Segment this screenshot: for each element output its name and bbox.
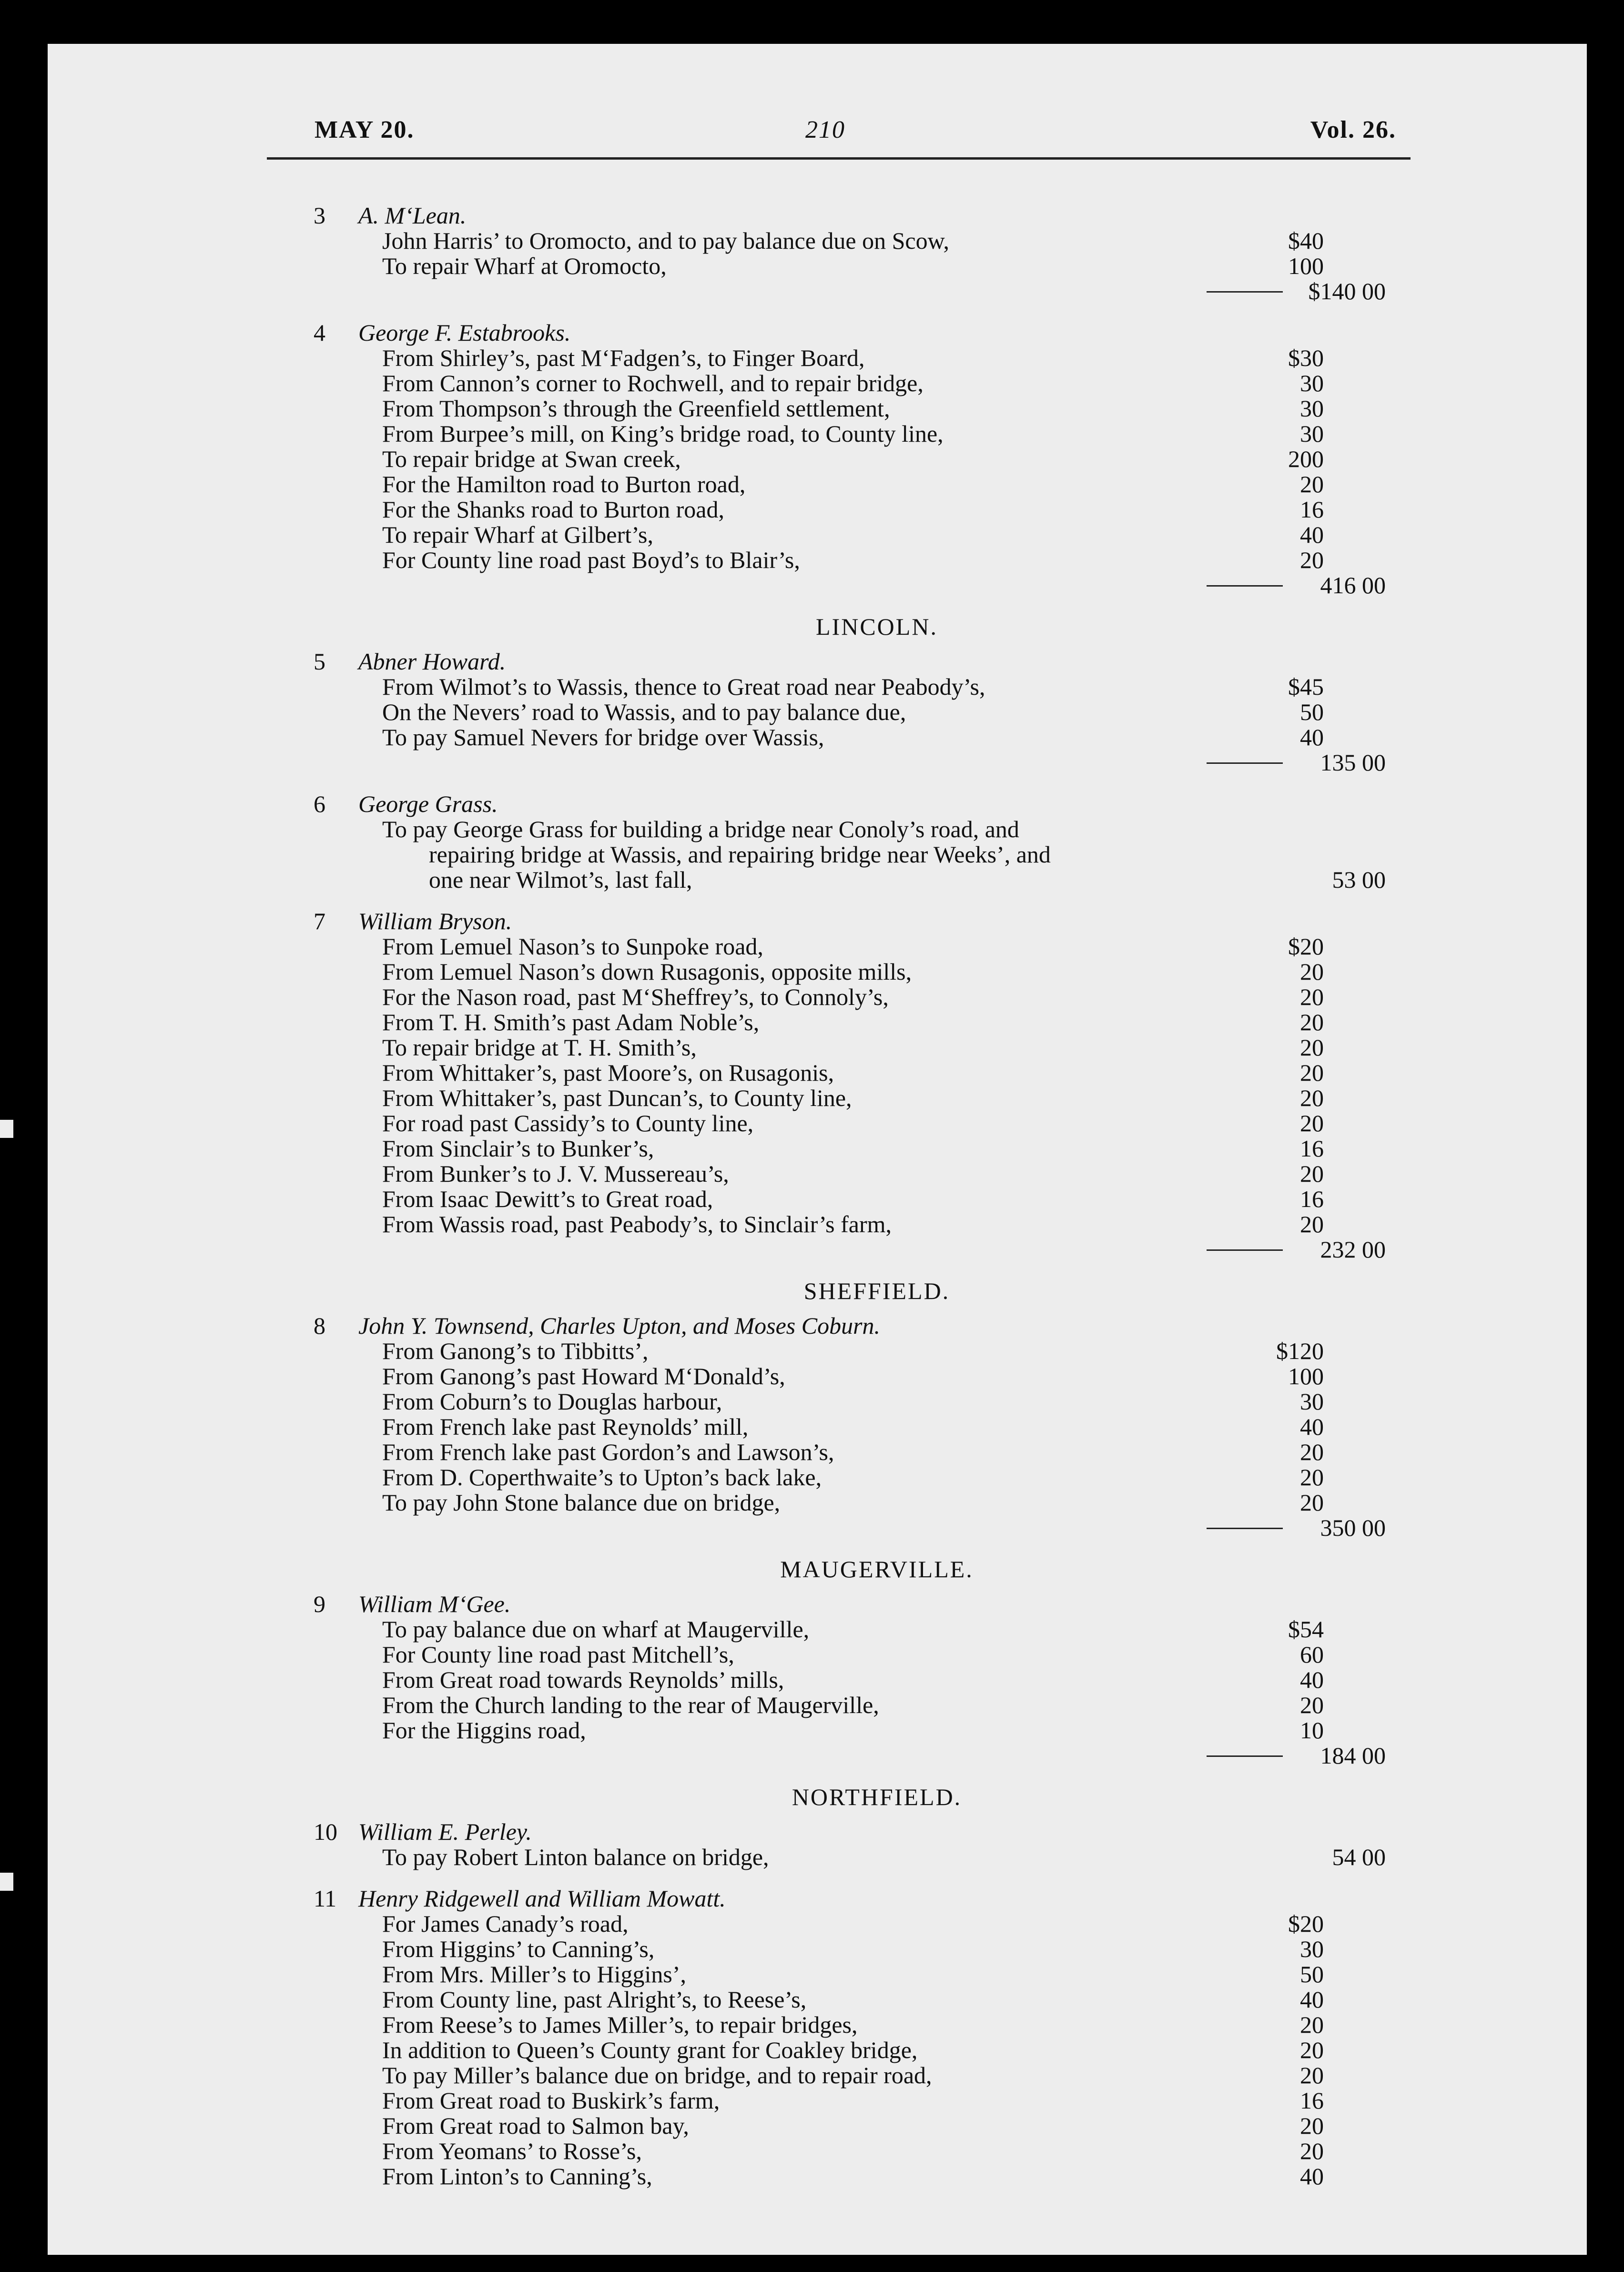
entry-number: 5 bbox=[314, 648, 325, 675]
road-description: For James Canady’s road, bbox=[382, 1910, 629, 1937]
appropriation-row bbox=[315, 1060, 1401, 1085]
spacer bbox=[315, 1262, 1401, 1278]
amount: 20 bbox=[1300, 1085, 1324, 1111]
appropriation-row bbox=[315, 1718, 1401, 1743]
amount: 30 bbox=[1300, 395, 1324, 422]
road-description: From Coburn’s to Douglas harbour, bbox=[382, 1388, 722, 1415]
entry-number: 11 bbox=[314, 1885, 337, 1912]
paragraph-text: repairing bridge at Wassis, and repairing bridge near Weeks’, and bbox=[429, 841, 1051, 868]
entry-header bbox=[315, 203, 1401, 228]
total-row bbox=[315, 279, 1401, 304]
appropriation-row bbox=[315, 2139, 1401, 2164]
appropriation-row bbox=[315, 934, 1401, 959]
district-heading: NORTHFIELD. bbox=[792, 1784, 962, 1810]
header-date: MAY 20. bbox=[315, 116, 415, 143]
appropriation-row bbox=[315, 1693, 1401, 1718]
appropriation-row bbox=[315, 2038, 1401, 2063]
commissioner-name: William Bryson. bbox=[358, 908, 512, 934]
commissioner-name: John Y. Townsend, Charles Upton, and Moses Coburn. bbox=[358, 1312, 881, 1339]
district-heading: LINCOLN. bbox=[816, 613, 938, 640]
road-description: From Shirley’s, past M‘Fadgen’s, to Finger Board, bbox=[382, 345, 865, 371]
road-description: From T. H. Smith’s past Adam Noble’s, bbox=[382, 1009, 760, 1035]
appropriation-row bbox=[315, 1642, 1401, 1667]
amount: 16 bbox=[1300, 1186, 1324, 1212]
total-row bbox=[315, 1743, 1401, 1768]
appropriation-row bbox=[315, 1035, 1401, 1060]
commissioner-name: William M‘Gee. bbox=[358, 1591, 511, 1617]
road-description: For County line road past Mitchell’s, bbox=[382, 1641, 734, 1668]
appropriation-row bbox=[315, 1617, 1401, 1642]
amount: 30 bbox=[1300, 420, 1324, 447]
spacer bbox=[315, 1870, 1401, 1886]
entry-total: 53 00 bbox=[1332, 866, 1386, 893]
spacer bbox=[315, 304, 1401, 320]
amount: 30 bbox=[1300, 370, 1324, 396]
page-number: 210 bbox=[805, 116, 845, 143]
road-description: To repair Wharf at Gilbert’s, bbox=[382, 521, 653, 548]
amount: 20 bbox=[1300, 2112, 1324, 2139]
spacer bbox=[315, 2189, 1401, 2205]
appropriation-row bbox=[315, 548, 1401, 573]
road-description: For road past Cassidy’s to County line, bbox=[382, 1110, 754, 1136]
amount: 20 bbox=[1300, 2037, 1324, 2063]
road-description: From Yeomans’ to Rosse’s, bbox=[382, 2138, 642, 2164]
appropriation-row bbox=[315, 1212, 1401, 1237]
road-description: From Ganong’s past Howard M‘Donald’s, bbox=[382, 1363, 785, 1390]
amount: $20 bbox=[1288, 933, 1324, 960]
running-header bbox=[267, 100, 1411, 160]
entry-number: 9 bbox=[314, 1591, 325, 1617]
road-description: From French lake past Reynolds’ mill, bbox=[382, 1413, 749, 1440]
spacer bbox=[315, 893, 1401, 909]
total-row bbox=[315, 750, 1401, 775]
spacer bbox=[315, 1582, 1401, 1592]
road-description: From Great road towards Reynolds’ mills, bbox=[382, 1666, 784, 1693]
road-description: From Lemuel Nason’s to Sunpoke road, bbox=[382, 933, 763, 960]
road-description: To repair bridge at T. H. Smith’s, bbox=[382, 1034, 697, 1061]
district-heading: SHEFFIELD. bbox=[803, 1278, 950, 1304]
entry-number: 3 bbox=[314, 202, 325, 229]
road-description: From Reese’s to James Miller’s, to repair bridges, bbox=[382, 2011, 858, 2038]
road-description: In addition to Queen’s County grant for Coakley bridge, bbox=[382, 2037, 918, 2063]
road-description: To pay Samuel Nevers for bridge over Wassis, bbox=[382, 724, 824, 751]
amount: 20 bbox=[1300, 1009, 1324, 1035]
entry-header bbox=[315, 909, 1401, 934]
amount: 16 bbox=[1300, 2087, 1324, 2114]
spacer bbox=[315, 639, 1401, 649]
entry-number: 10 bbox=[314, 1818, 337, 1845]
total-row bbox=[315, 573, 1401, 598]
road-description: From Thompson’s through the Greenfield settlement, bbox=[382, 395, 890, 422]
appropriation-row bbox=[315, 1010, 1401, 1035]
entry-total: $140 00 bbox=[1308, 278, 1386, 304]
total-row bbox=[315, 1237, 1401, 1262]
appropriation-row bbox=[315, 1339, 1401, 1364]
road-description: From Whittaker’s, past Moore’s, on Rusagonis, bbox=[382, 1059, 834, 1086]
paragraph-text: one near Wilmot’s, last fall, bbox=[429, 866, 692, 893]
road-description: From Mrs. Miller’s to Higgins’, bbox=[382, 1961, 686, 1988]
amount: 20 bbox=[1300, 1489, 1324, 1516]
volume-number: Vol. 26. bbox=[1310, 116, 1396, 143]
appropriation-row bbox=[315, 1187, 1401, 1212]
amount: 20 bbox=[1300, 1059, 1324, 1086]
paragraph-text: To pay Robert Linton balance on bridge, bbox=[382, 1844, 769, 1870]
appropriation-row bbox=[315, 1364, 1401, 1389]
appropriation-row bbox=[315, 1987, 1401, 2012]
appropriation-row bbox=[315, 1085, 1401, 1111]
entry-header bbox=[315, 791, 1401, 817]
spacer bbox=[315, 775, 1401, 791]
road-description: For the Hamilton road to Burton road, bbox=[382, 471, 746, 497]
road-description: From Linton’s to Canning’s, bbox=[382, 2163, 652, 2190]
entry-number: 4 bbox=[314, 319, 325, 346]
appropriation-row bbox=[315, 700, 1401, 725]
amount: 40 bbox=[1300, 521, 1324, 548]
amount: 50 bbox=[1300, 1961, 1324, 1988]
amount: 20 bbox=[1300, 1211, 1324, 1237]
amount: 50 bbox=[1300, 699, 1324, 725]
road-description: From D. Coperthwaite’s to Upton’s back lake, bbox=[382, 1464, 822, 1491]
spacer bbox=[315, 1541, 1401, 1557]
district-heading: MAUGERVILLE. bbox=[780, 1556, 974, 1582]
amount: 200 bbox=[1288, 446, 1324, 472]
amount: 40 bbox=[1300, 724, 1324, 751]
appropriation-row bbox=[315, 446, 1401, 472]
entry-number: 6 bbox=[314, 791, 325, 817]
amount: 16 bbox=[1300, 1135, 1324, 1162]
spacer bbox=[315, 1768, 1401, 1785]
amount: $40 bbox=[1288, 227, 1324, 254]
entry-header bbox=[315, 1592, 1401, 1617]
commissioner-name: A. M‘Lean. bbox=[358, 202, 467, 229]
amount: $30 bbox=[1288, 345, 1324, 371]
paragraph-text: To pay George Grass for building a bridge near Conoly’s road, and bbox=[382, 816, 1019, 842]
paragraph-line bbox=[315, 842, 1401, 867]
appropriation-row bbox=[315, 2088, 1401, 2113]
amount: 40 bbox=[1300, 1986, 1324, 2013]
appropriation-row bbox=[315, 2164, 1401, 2189]
road-description: To pay John Stone balance due on bridge, bbox=[382, 1489, 781, 1516]
amount: 20 bbox=[1300, 1439, 1324, 1465]
amount: 100 bbox=[1288, 1363, 1324, 1390]
amount: 30 bbox=[1300, 1388, 1324, 1415]
appropriation-row bbox=[315, 1911, 1401, 1937]
road-description: From Ganong’s to Tibbitts’, bbox=[382, 1338, 649, 1364]
appropriation-row bbox=[315, 1161, 1401, 1187]
appropriation-row bbox=[315, 2012, 1401, 2038]
road-description: For the Nason road, past M‘Sheffrey’s, to Connoly’s, bbox=[382, 984, 889, 1010]
entry-total: 350 00 bbox=[1320, 1514, 1386, 1541]
road-description: From Great road to Salmon bay, bbox=[382, 2112, 689, 2139]
entry-total: 416 00 bbox=[1320, 572, 1386, 598]
road-description: From County line, past Alright’s, to Reese’s, bbox=[382, 1986, 807, 2013]
amount: 20 bbox=[1300, 1110, 1324, 1136]
amount: 40 bbox=[1300, 1413, 1324, 1440]
appropriation-row bbox=[315, 959, 1401, 984]
entry-number: 7 bbox=[314, 908, 325, 934]
amount: 20 bbox=[1300, 1034, 1324, 1061]
road-description: To repair Wharf at Oromocto, bbox=[382, 253, 667, 279]
spacer bbox=[315, 1810, 1401, 1819]
road-description: To pay balance due on wharf at Maugerville, bbox=[382, 1616, 810, 1643]
entry-header bbox=[315, 649, 1401, 674]
amount: 40 bbox=[1300, 1666, 1324, 1693]
total-row bbox=[315, 1515, 1401, 1541]
appropriation-row bbox=[315, 228, 1401, 254]
amount: 20 bbox=[1300, 547, 1324, 573]
amount: 10 bbox=[1300, 1717, 1324, 1744]
appropriation-row bbox=[315, 254, 1401, 279]
road-description: From Cannon’s corner to Rochwell, and to repair bridge, bbox=[382, 370, 924, 396]
spacer bbox=[315, 598, 1401, 614]
amount: 20 bbox=[1300, 471, 1324, 497]
commissioner-name: George F. Estabrooks. bbox=[358, 319, 571, 346]
amount: $20 bbox=[1288, 1910, 1324, 1937]
paragraph-line bbox=[315, 1845, 1401, 1870]
amount: 20 bbox=[1300, 1692, 1324, 1718]
appropriation-row bbox=[315, 984, 1401, 1010]
appropriation-row bbox=[315, 497, 1401, 522]
road-description: From Wassis road, past Peabody’s, to Sinclair’s farm, bbox=[382, 1211, 892, 1237]
appropriation-row bbox=[315, 1136, 1401, 1161]
entry-total: 184 00 bbox=[1320, 1742, 1386, 1769]
road-description: From Isaac Dewitt’s to Great road, bbox=[382, 1186, 713, 1212]
amount: 60 bbox=[1300, 1641, 1324, 1668]
appropriation-row bbox=[315, 472, 1401, 497]
appropriation-row bbox=[315, 1414, 1401, 1440]
amount: 16 bbox=[1300, 496, 1324, 523]
amount: 20 bbox=[1300, 1160, 1324, 1187]
road-description: From Bunker’s to J. V. Mussereau’s, bbox=[382, 1160, 729, 1187]
amount: 20 bbox=[1300, 1464, 1324, 1491]
appropriation-row bbox=[315, 2113, 1401, 2139]
road-description: From French lake past Gordon’s and Lawson’s, bbox=[382, 1439, 834, 1465]
appropriation-row bbox=[315, 1440, 1401, 1465]
scan-edge-mark bbox=[0, 1120, 13, 1138]
spacer bbox=[315, 1304, 1401, 1313]
appropriation-row bbox=[315, 725, 1401, 750]
entry-header bbox=[315, 1886, 1401, 1911]
appropriation-row bbox=[315, 1389, 1401, 1414]
appropriation-row bbox=[315, 396, 1401, 421]
road-description: From Sinclair’s to Bunker’s, bbox=[382, 1135, 654, 1162]
road-description: To repair bridge at Swan creek, bbox=[382, 446, 681, 472]
commissioner-name: Abner Howard. bbox=[358, 648, 506, 675]
amount: 100 bbox=[1288, 253, 1324, 279]
amount: 20 bbox=[1300, 984, 1324, 1010]
entry-total: 232 00 bbox=[1320, 1236, 1386, 1263]
road-description: John Harris’ to Oromocto, and to pay balance due on Scow, bbox=[382, 227, 949, 254]
amount: $54 bbox=[1288, 1616, 1324, 1643]
appropriation-row bbox=[315, 1937, 1401, 1962]
road-description: From Higgins’ to Canning’s, bbox=[382, 1936, 655, 1962]
entry-total: 54 00 bbox=[1332, 1844, 1386, 1870]
appropriation-row bbox=[315, 1490, 1401, 1515]
amount: 30 bbox=[1300, 1936, 1324, 1962]
appropriation-row bbox=[315, 1465, 1401, 1490]
commissioner-name: Henry Ridgewell and William Mowatt. bbox=[358, 1885, 726, 1912]
amount: 20 bbox=[1300, 958, 1324, 985]
commissioner-name: George Grass. bbox=[358, 791, 498, 817]
road-description: From Great road to Buskirk’s farm, bbox=[382, 2087, 720, 2114]
appropriation-row bbox=[315, 1111, 1401, 1136]
road-description: For the Shanks road to Burton road, bbox=[382, 496, 724, 523]
amount: $45 bbox=[1288, 673, 1324, 700]
entry-total: 135 00 bbox=[1320, 749, 1386, 776]
paragraph-line bbox=[315, 867, 1401, 893]
appropriation-row bbox=[315, 2063, 1401, 2088]
road-description: For County line road past Boyd’s to Blair’s, bbox=[382, 547, 800, 573]
page-tab bbox=[1537, 44, 1575, 163]
road-description: From Wilmot’s to Wassis, thence to Great road near Peabody’s, bbox=[382, 673, 985, 700]
entry-header bbox=[315, 1313, 1401, 1339]
road-description: For the Higgins road, bbox=[382, 1717, 586, 1744]
amount: 20 bbox=[1300, 2138, 1324, 2164]
entry-number: 8 bbox=[314, 1312, 325, 1339]
amount: $120 bbox=[1276, 1338, 1324, 1364]
appropriation-row bbox=[315, 371, 1401, 396]
scan-edge-mark bbox=[0, 1873, 13, 1891]
road-description: To pay Miller’s balance due on bridge, and to repair road, bbox=[382, 2062, 932, 2089]
entry-header bbox=[315, 1819, 1401, 1845]
appropriations-list bbox=[315, 203, 1401, 2205]
road-description: From the Church landing to the rear of Maugerville, bbox=[382, 1692, 879, 1718]
appropriation-row bbox=[315, 1962, 1401, 1987]
commissioner-name: William E. Perley. bbox=[358, 1818, 532, 1845]
appropriation-row bbox=[315, 522, 1401, 548]
road-description: On the Nevers’ road to Wassis, and to pay balance due, bbox=[382, 699, 906, 725]
road-description: From Burpee’s mill, on King’s bridge road, to County line, bbox=[382, 420, 944, 447]
appropriation-row bbox=[315, 1667, 1401, 1693]
paragraph-line bbox=[315, 817, 1401, 842]
appropriation-row bbox=[315, 345, 1401, 371]
amount: 20 bbox=[1300, 2011, 1324, 2038]
amount: 20 bbox=[1300, 2062, 1324, 2089]
road-description: From Lemuel Nason’s down Rusagonis, opposite mills, bbox=[382, 958, 912, 985]
appropriation-row bbox=[315, 674, 1401, 700]
appropriation-row bbox=[315, 421, 1401, 446]
entry-header bbox=[315, 320, 1401, 345]
road-description: From Whittaker’s, past Duncan’s, to County line, bbox=[382, 1085, 852, 1111]
amount: 40 bbox=[1300, 2163, 1324, 2190]
